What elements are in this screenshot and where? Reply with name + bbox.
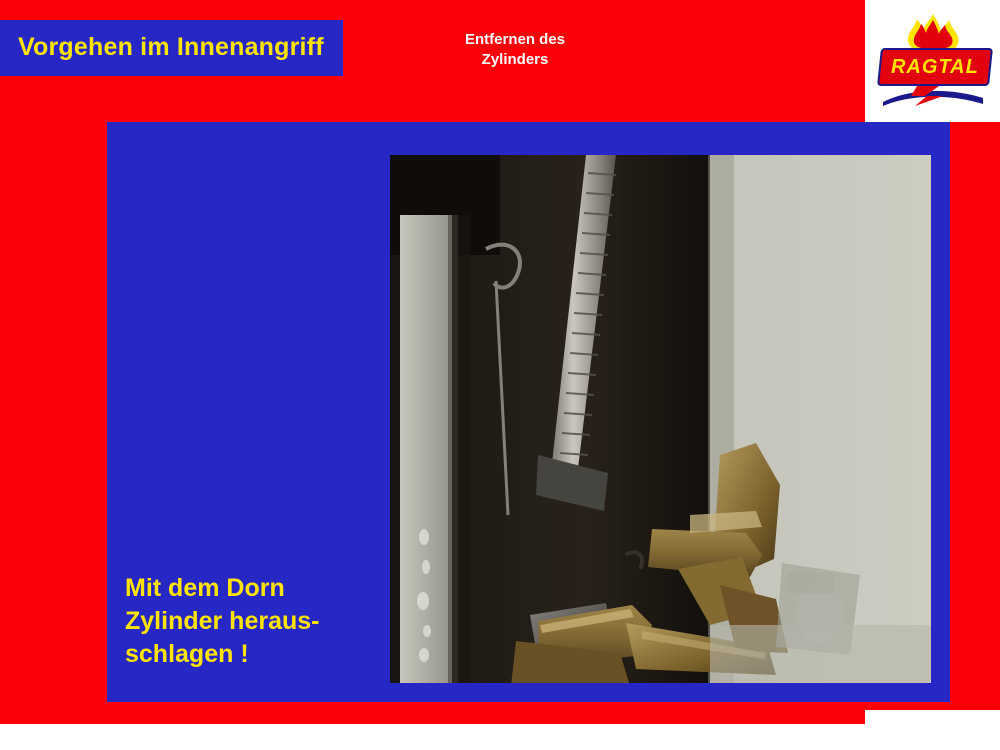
logo-container	[865, 0, 1000, 122]
logo-wordmark-band	[877, 48, 993, 86]
header-subtitle-line2: Zylinders	[481, 51, 549, 69]
header-subtitle-line1: Entfernen des	[464, 31, 566, 48]
logo-swoosh-icon	[881, 84, 985, 106]
flame-icon	[903, 14, 963, 52]
caption-line2: Zylinder heraus-	[125, 607, 320, 635]
logo-wordmark: RAGTAL	[890, 55, 979, 78]
page-title: Vorgehen im Innenangriff	[18, 33, 324, 62]
bottom-strip-right	[865, 710, 1000, 750]
caption-text	[125, 572, 395, 671]
caption-line3: schlagen !	[125, 640, 249, 668]
ragtal-logo	[877, 12, 989, 110]
caption-line1: Mit dem Dorn	[125, 574, 285, 602]
bottom-strip	[0, 724, 1000, 750]
door-cylinder-removal-photo	[390, 155, 931, 683]
photo-illustration	[390, 155, 931, 683]
header-subtitle	[370, 30, 660, 71]
content-panel	[107, 122, 950, 702]
title-badge	[0, 20, 343, 76]
